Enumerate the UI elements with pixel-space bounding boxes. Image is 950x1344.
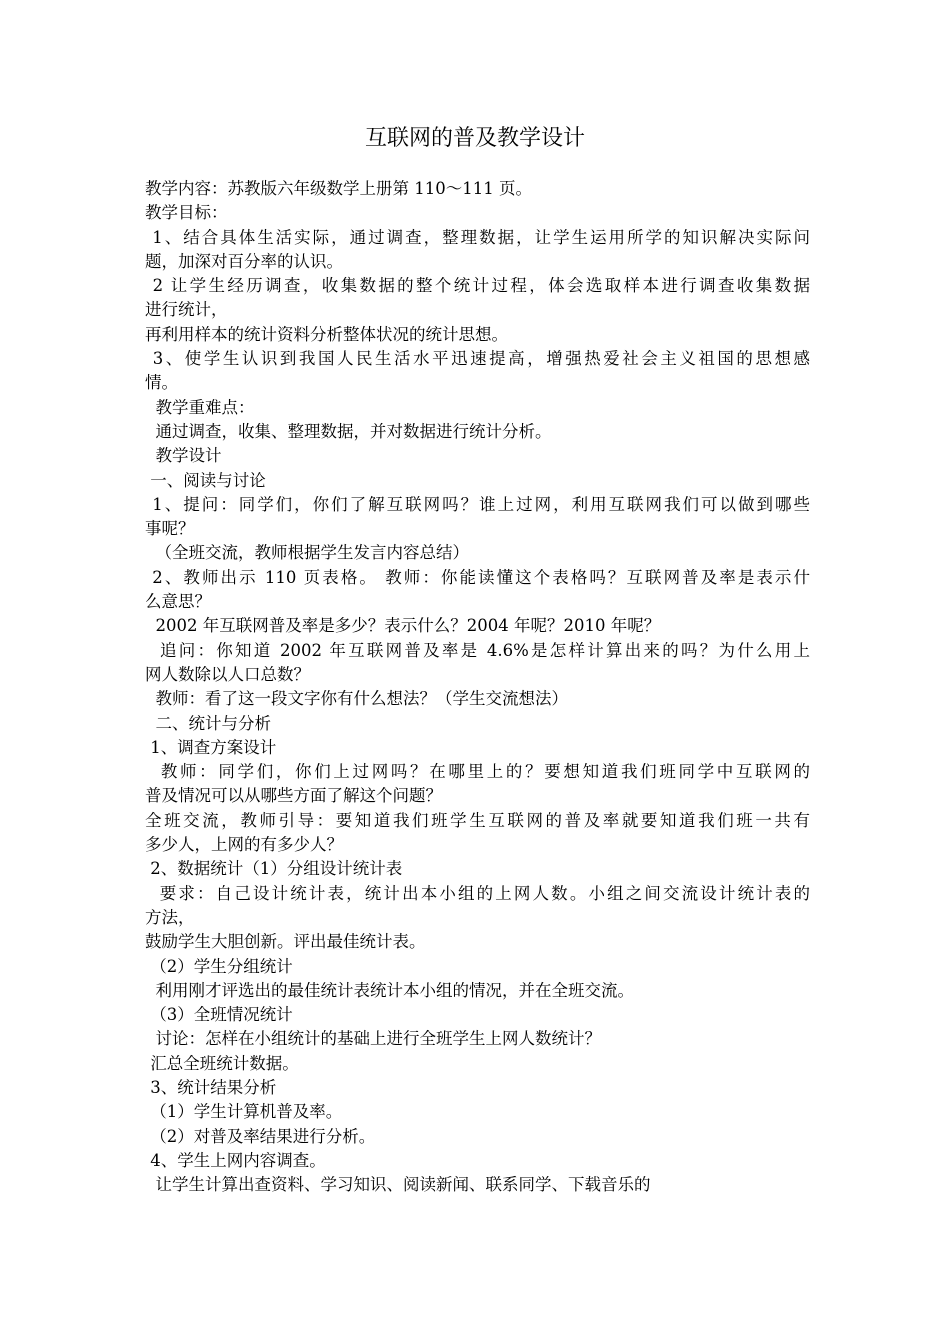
text-line: 2 让学生经历调查，收集数据的整个统计过程，体会选取样本进行调查收集数据 bbox=[145, 276, 810, 296]
text-line: 事呢？ bbox=[145, 519, 195, 539]
text-line: 进行统计， bbox=[145, 300, 228, 320]
text-line: 2002 年互联网普及率是多少？表示什么？2004 年呢？2010 年呢？ bbox=[145, 616, 661, 636]
text-line: 方法， bbox=[145, 907, 195, 927]
text-line: 教学目标： bbox=[145, 203, 228, 223]
text-line: 4、学生上网内容调查。 bbox=[145, 1150, 326, 1170]
text-line: 网人数除以人口总数？ bbox=[145, 664, 310, 684]
text-line: 3、使学生认识到我国人民生活水平迅速提高，增强热爱社会主义祖国的思想感 bbox=[145, 349, 810, 369]
text-line: 么意思？ bbox=[145, 592, 211, 612]
text-line: 题，加深对百分率的认识。 bbox=[145, 251, 343, 271]
text-line: 教学重难点： bbox=[145, 397, 255, 417]
text-line: 2、教师出示 110 页表格。 教师：你能读懂这个表格吗？互联网普及率是表示什 bbox=[145, 567, 810, 587]
text-line: 再利用样本的统计资料分析整体状况的统计思想。 bbox=[145, 324, 508, 344]
text-line: 1、结合具体生活实际，通过调查，整理数据，让学生运用所学的知识解决实际问 bbox=[145, 227, 810, 247]
text-line: 讨论：怎样在小组统计的基础上进行全班学生上网人数统计？ bbox=[145, 1029, 601, 1049]
text-line: 二、统计与分析 bbox=[145, 713, 271, 733]
text-line: （全班交流，教师根据学生发言内容总结） bbox=[145, 543, 469, 563]
text-line: 通过调查，收集、整理数据，并对数据进行统计分析。 bbox=[145, 421, 552, 441]
text-line: 追问：你知道 2002 年互联网普及率是 4.6%是怎样计算出来的吗？为什么用上 bbox=[145, 640, 810, 660]
text-line: 鼓励学生大胆创新。评出最佳统计表。 bbox=[145, 932, 426, 952]
text-line: 普及情况可以从哪些方面了解这个问题？ bbox=[145, 786, 442, 806]
text-line: 2、数据统计（1）分组设计统计表 bbox=[145, 859, 403, 879]
text-line: （1）学生计算机普及率。 bbox=[145, 1102, 343, 1122]
text-line: 3、统计结果分析 bbox=[145, 1077, 277, 1097]
text-line: 教师：同学们，你们上过网吗？在哪里上的？要想知道我们班同学中互联网的 bbox=[145, 762, 810, 782]
text-line: 利用刚才评选出的最佳统计表统计本小组的情况，并在全班交流。 bbox=[145, 980, 634, 1000]
text-line: 一、阅读与讨论 bbox=[145, 470, 266, 490]
text-line: 1、调查方案设计 bbox=[145, 737, 277, 757]
document-title: 互联网的普及教学设计 bbox=[364, 126, 585, 151]
text-line: 教师：看了这一段文字你有什么想法？（学生交流想法） bbox=[145, 689, 568, 709]
text-line: 让学生计算出查资料、学习知识、阅读新闻、联系同学、下载音乐的 bbox=[145, 1175, 651, 1195]
text-line: 教学设计 bbox=[145, 446, 222, 466]
text-line: 汇总全班统计数据。 bbox=[145, 1053, 299, 1073]
text-line: 要求：自己设计统计表，统计出本小组的上网人数。小组之间交流设计统计表的 bbox=[145, 883, 810, 903]
document-body bbox=[145, 177, 810, 1197]
text-line: 教学内容：苏教版六年级数学上册第 110～111 页。 bbox=[145, 179, 532, 198]
text-line: 1、提问：同学们，你们了解互联网吗？谁上过网，利用互联网我们可以做到哪些 bbox=[145, 494, 810, 514]
text-line: （2）对普及率结果进行分析。 bbox=[145, 1126, 376, 1146]
text-line: （3）全班情况统计 bbox=[145, 1005, 293, 1025]
text-line: 全班交流，教师引导：要知道我们班学生互联网的普及率就要知道我们班一共有 bbox=[145, 810, 810, 830]
text-line: 多少人，上网的有多少人？ bbox=[145, 835, 343, 855]
text-line: （2）学生分组统计 bbox=[145, 956, 293, 976]
text-line: 情。 bbox=[145, 373, 178, 393]
